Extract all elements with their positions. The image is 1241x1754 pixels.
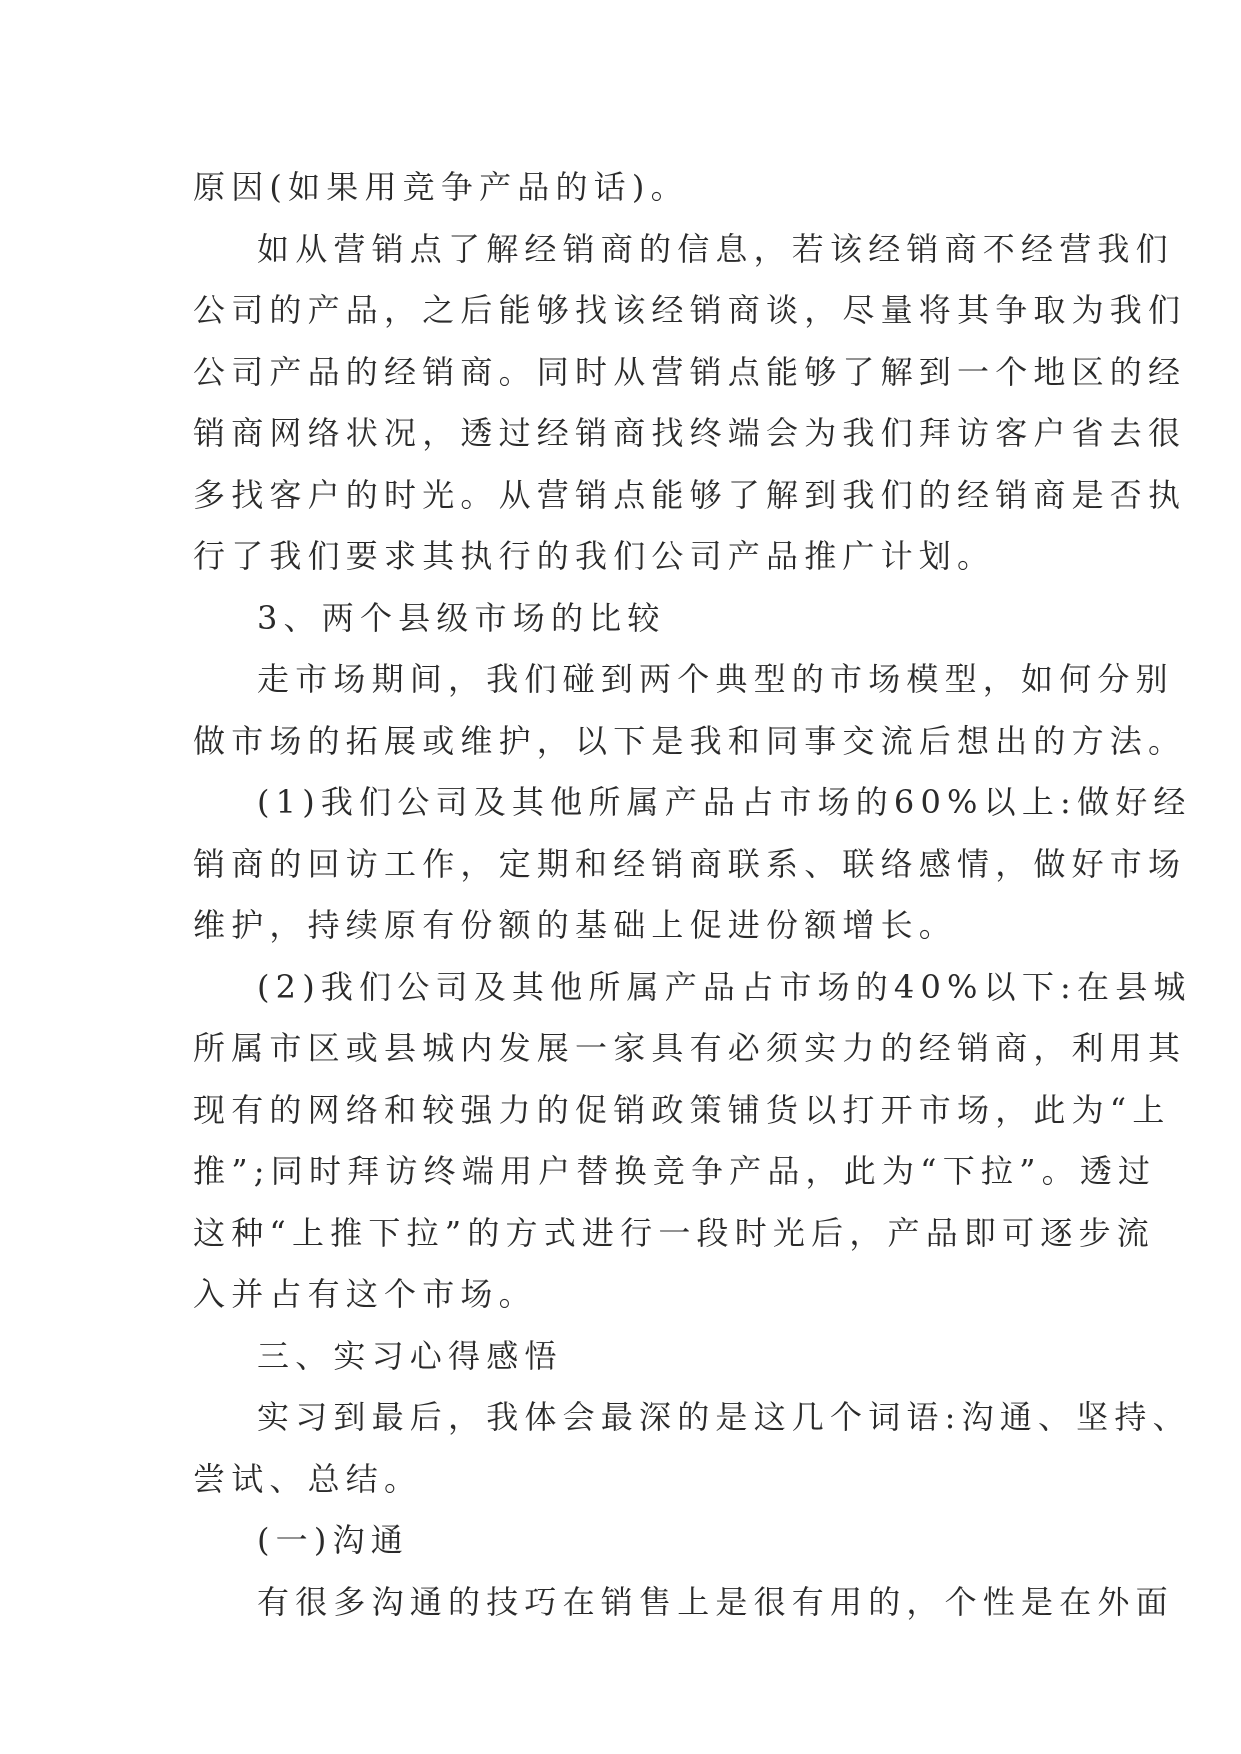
document-body — [193, 157, 1192, 1633]
text-line: 多找客户的时光。从营销点能够了解到我们的经销商是否执 — [193, 475, 1187, 514]
text-line: 3、两个县级市场的比较 — [257, 598, 666, 637]
text-line: 销商网络状况，透过经销商找终端会为我们拜访客户省去很 — [193, 414, 1187, 452]
text-line: 实习到最后，我体会最深的是这几个词语:沟通、坚持、 — [257, 1398, 1191, 1436]
text-line: 推”;同时拜访终端用户替换竞争产品，此为“下拉”。透过 — [193, 1152, 1157, 1190]
text-line: 如从营销点了解经销商的信息，若该经销商不经营我们 — [257, 229, 1174, 268]
text-line: 所属市区或县城内发展一家具有必须实力的经销商，利用其 — [193, 1029, 1187, 1067]
text-line: (1)我们公司及其他所属产品占市场的60%以上:做好经 — [257, 783, 1192, 821]
text-line: 入并占有这个市场。 — [193, 1275, 537, 1313]
text-line: 销商的回访工作，定期和经销商联系、联络感情，做好市场 — [193, 844, 1187, 883]
text-line: 这种“上推下拉”的方式进行一段时光后，产品即可逐步流 — [193, 1213, 1155, 1252]
text-line: 做市场的拓展或维护，以下是我和同事交流后想出的方法。 — [193, 721, 1187, 760]
text-line: (一)沟通 — [257, 1521, 409, 1559]
text-line: 尝试、总结。 — [193, 1459, 423, 1498]
text-line: 有很多沟通的技巧在销售上是很有用的，个性是在外面 — [257, 1582, 1174, 1621]
text-line: 行了我们要求其执行的我们公司产品推广计划。 — [193, 537, 996, 575]
text-line: 维护，持续原有份额的基础上促进份额增长。 — [193, 906, 958, 944]
text-line: 现有的网络和较强力的促销政策铺货以打开市场，此为“上 — [193, 1090, 1171, 1129]
text-line: 公司的产品，之后能够找该经销商谈，尽量将其争取为我们 — [193, 291, 1187, 329]
text-line: 公司产品的经销商。同时从营销点能够了解到一个地区的经 — [193, 352, 1187, 391]
text-line: (2)我们公司及其他所属产品占市场的40%以下:在县城 — [257, 967, 1192, 1006]
text-line: 原因(如果用竞争产品的话)。 — [193, 168, 689, 206]
text-line: 三、实习心得感悟 — [257, 1336, 563, 1375]
text-line: 走市场期间，我们碰到两个典型的市场模型，如何分别 — [257, 660, 1174, 698]
